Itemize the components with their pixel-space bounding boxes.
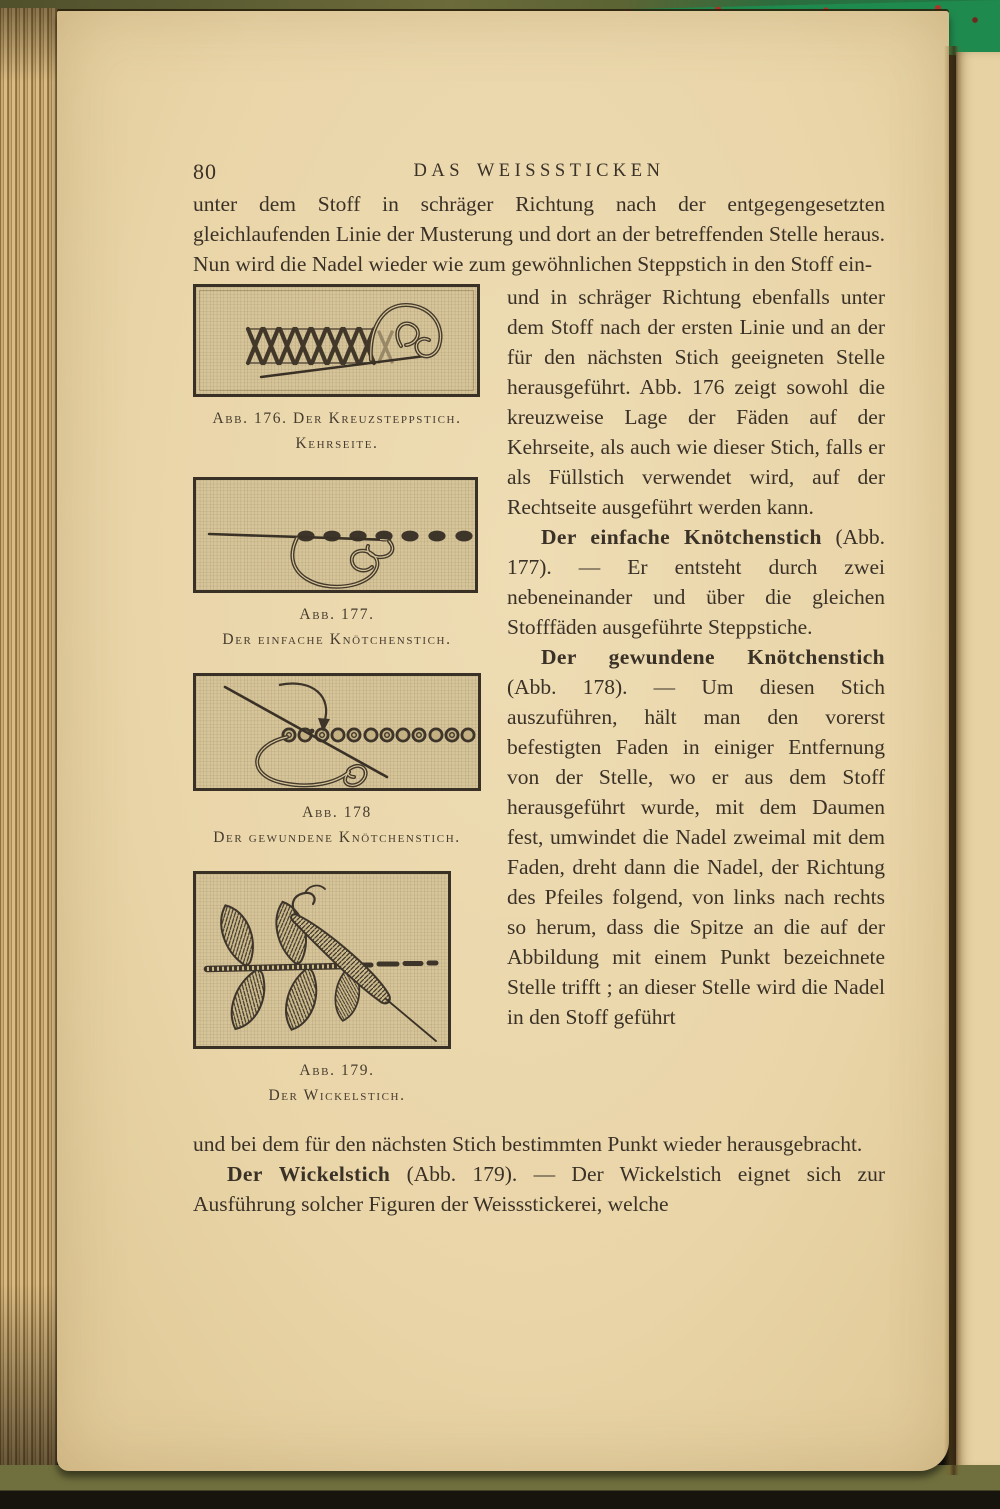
book-cover-bottom-edge <box>0 1465 1000 1509</box>
figure-abb-177 <box>193 477 481 652</box>
gewundener-knoetchenstich-illustration <box>193 673 481 791</box>
kreuzsteppstich-illustration <box>193 284 480 397</box>
paragraph-tail: und bei dem für den nächsten Stich bestimmten Punkt wieder herausgebracht. <box>193 1132 863 1156</box>
paragraph-lead-bold: Der einfache Knötchenstich <box>541 525 822 549</box>
paragraph-einfacher-knoetchenstich: Der einfache Knötchenstich (Abb. 177). — Er entsteht durch zwei nebeneinander und über die gleichen Stofffäden ausgeführte Steppstiche. <box>507 525 886 639</box>
figure-caption-176: Abb. 176. Der Kreuzsteppstich. Kehrseite. <box>212 410 462 452</box>
einfacher-knoetchenstich-illustration <box>193 477 478 593</box>
paragraph-lead-bold: Der gewundene Knötchenstich <box>541 645 885 669</box>
book-gutter-shadow <box>944 46 962 1475</box>
paragraph-lead-bold: Der Wickelstich <box>227 1162 391 1186</box>
paragraph-wickelstich: Der Wickelstich (Abb. 179). — Der Wickelstich eignet sich zur Ausführung solcher Figuren der Weissstickerei, welche <box>193 1162 886 1216</box>
page-edges-stack <box>0 8 57 1491</box>
running-title: DAS WEISSSTICKEN <box>413 161 665 181</box>
page-content <box>193 157 885 1219</box>
figure-column <box>193 282 481 1129</box>
figure-caption-177: Abb. 177. Der einfache Knötchenstich. <box>222 606 452 648</box>
figure-abb-179 <box>193 871 481 1108</box>
figure-caption-179: Abb. 179. Der Wickelstich. <box>268 1062 406 1104</box>
text-column <box>507 282 885 1129</box>
figure-caption-178: Abb. 178 Der gewundene Knötchenstich. <box>213 804 461 846</box>
page-number: 80 <box>193 159 217 184</box>
paragraph-continuation: und in schräger Richtung ebenfalls unter dem Stoff nach der ersten Linie und an der für den nächsten Stich geeigneten Stelle herausgeführt. Abb. 176 zeigt sowohl die kreuzweise Lage der Fäden auf der Kehrseite, als auch wie dieser Stich, falls er als Füllstich verwendet wird, auf der Rechtseite ausgeführt werden kann. <box>507 285 885 519</box>
figure-abb-176 <box>193 284 481 456</box>
figure-abb-178 <box>193 673 481 850</box>
facing-page-edge <box>956 52 1000 1469</box>
page-header <box>193 157 885 189</box>
paragraph-intro: unter dem Stoff in schräger Richtung nach der entgegengesetzten gleichlaufenden Linie der Musterung und dort an der betreffenden Stelle heraus. Nun wird die Nadel wieder wie zum gewöhnlichen Steppstich in den Stoff ein- <box>193 192 885 276</box>
wickelstich-illustration <box>193 871 451 1049</box>
text-figure-columns <box>193 282 885 1129</box>
paragraph-gewundener-knoetchenstich: Der gewundene Knötchenstich (Abb. 178). — Um diesen Stich auszuführen, hält man den vorerst befestigten Faden in einiger Entfernung von der Stelle, wo er aus dem Stoff herausgeführt wurde, mit dem Daumen fest, umwindet die Nadel zweimal mit dem Faden, dreht dann die Nadel, der Richtung des Pfeiles folgend, von links nach rechts so herum, dass die Spitze an die auf der Abbildung mit einem Punkt bezeichnete Stelle trifft ; an dieser Stelle wird die Nadel in den Stoff geführt <box>507 645 885 1029</box>
page <box>57 11 949 1471</box>
